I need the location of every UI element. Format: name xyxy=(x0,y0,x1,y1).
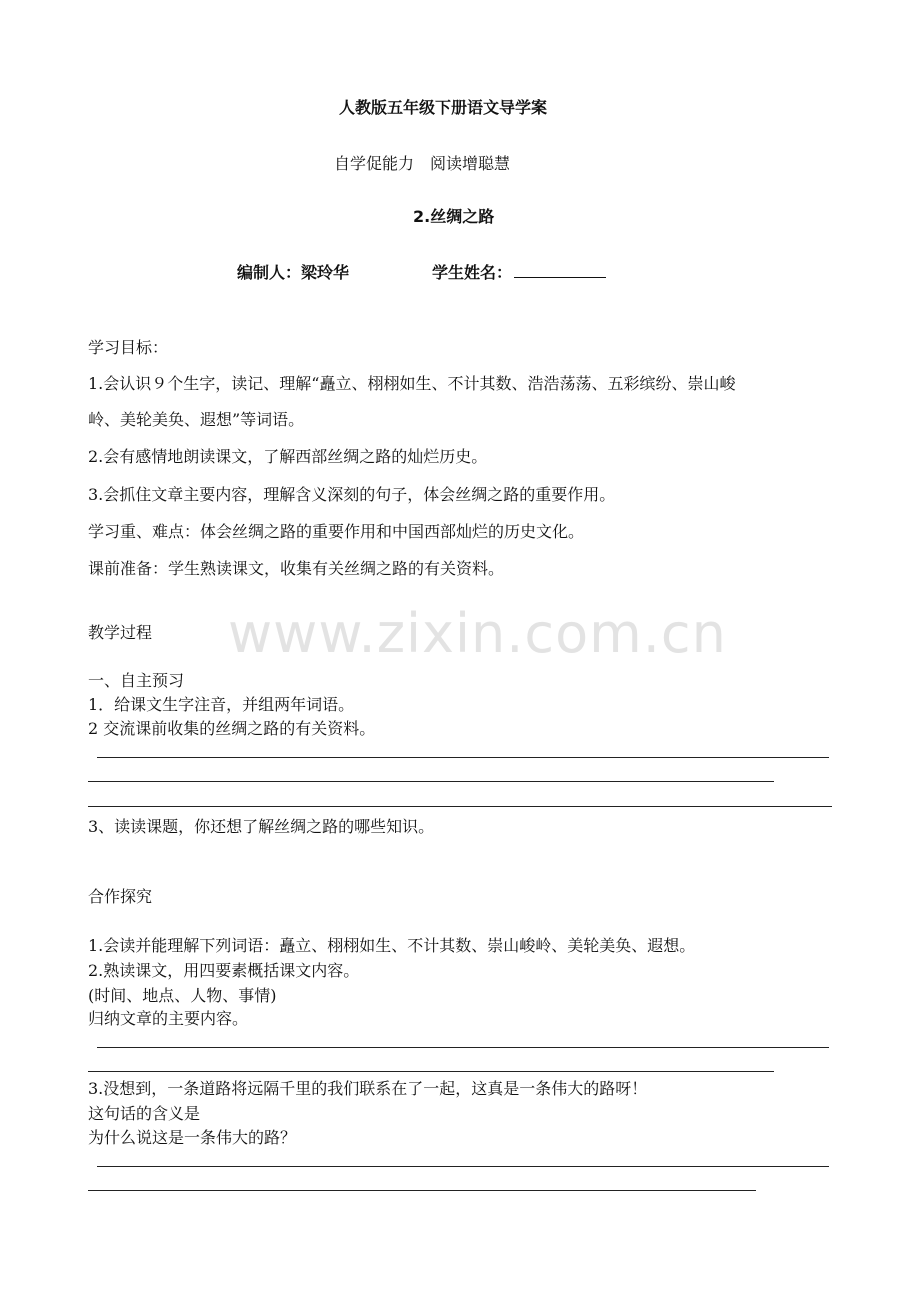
document-title: 人教版五年级下册语文导学案 xyxy=(339,98,548,117)
answer-line xyxy=(88,1071,774,1072)
lesson-title: 2.丝绸之路 xyxy=(413,207,495,226)
key-points: 学习重、难点：体会丝绸之路的重要作用和中国西部灿烂的历史文化。 xyxy=(88,522,585,541)
goals-heading: 学习目标： xyxy=(88,338,169,357)
author-label: 编制人：梁玲华 xyxy=(237,263,350,282)
student-name-label: 学生姓名： xyxy=(432,263,513,282)
section-1-item-3: 3、读读课题，你还想了解丝绸之路的哪些知识。 xyxy=(88,817,435,836)
student-name-field xyxy=(432,260,606,283)
section-2-item-2: 2.熟读课文，用四要素概括课文内容。 xyxy=(88,961,360,980)
section-2-item-2-hint: (时间、地点、人物、事情) xyxy=(88,986,277,1005)
goal-item-1-line-1: 1.会认识９个生字，读记、理解“矗立、栩栩如生、不计其数、浩浩荡荡、五彩缤纷、崇山峻 xyxy=(88,374,736,393)
answer-line xyxy=(97,1166,829,1167)
section-1-item-1: 1．给课文生字注音，并组两年词语。 xyxy=(88,695,355,714)
section-2-item-1: 1.会读并能理解下列词语：矗立、栩栩如生、不计其数、崇山峻岭、美轮美奂、遐想。 xyxy=(88,936,696,955)
student-name-blank xyxy=(514,261,606,278)
goal-item-3: 3.会抓住文章主要内容，理解含义深刻的句子，体会丝绸之路的重要作用。 xyxy=(88,485,616,504)
answer-line xyxy=(88,806,832,807)
answer-line xyxy=(88,781,774,782)
section-1-item-2: 2 交流课前收集的丝绸之路的有关资料。 xyxy=(88,719,376,738)
goal-item-1-line-2: 岭、美轮美奂、遐想”等词语。 xyxy=(88,410,305,429)
section-2-item-3-question-1: 这句话的含义是 xyxy=(88,1104,201,1123)
answer-line xyxy=(97,1047,829,1048)
answer-line xyxy=(88,1190,756,1191)
watermark: www.zixin.com.cn xyxy=(228,602,727,665)
answer-line xyxy=(97,757,829,758)
goal-item-2: 2.会有感情地朗读课文，了解西部丝绸之路的灿烂历史。 xyxy=(88,447,488,466)
preparation: 课前准备：学生熟读课文，收集有关丝绸之路的有关资料。 xyxy=(88,559,505,578)
section-2-item-2-task: 归纳文章的主要内容。 xyxy=(88,1009,249,1028)
document-subtitle: 自学促能力 阅读增聪慧 xyxy=(334,154,511,173)
section-2-item-3-question-2: 为什么说这是一条伟大的路？ xyxy=(88,1128,297,1147)
section-1-heading: 一、自主预习 xyxy=(88,671,185,690)
section-2-item-3: 3.没想到，一条道路将远隔千里的我们联系在了一起，这真是一条伟大的路呀！ xyxy=(88,1079,648,1098)
section-2-heading: 合作探究 xyxy=(88,887,153,906)
process-heading: 教学过程 xyxy=(88,623,153,642)
